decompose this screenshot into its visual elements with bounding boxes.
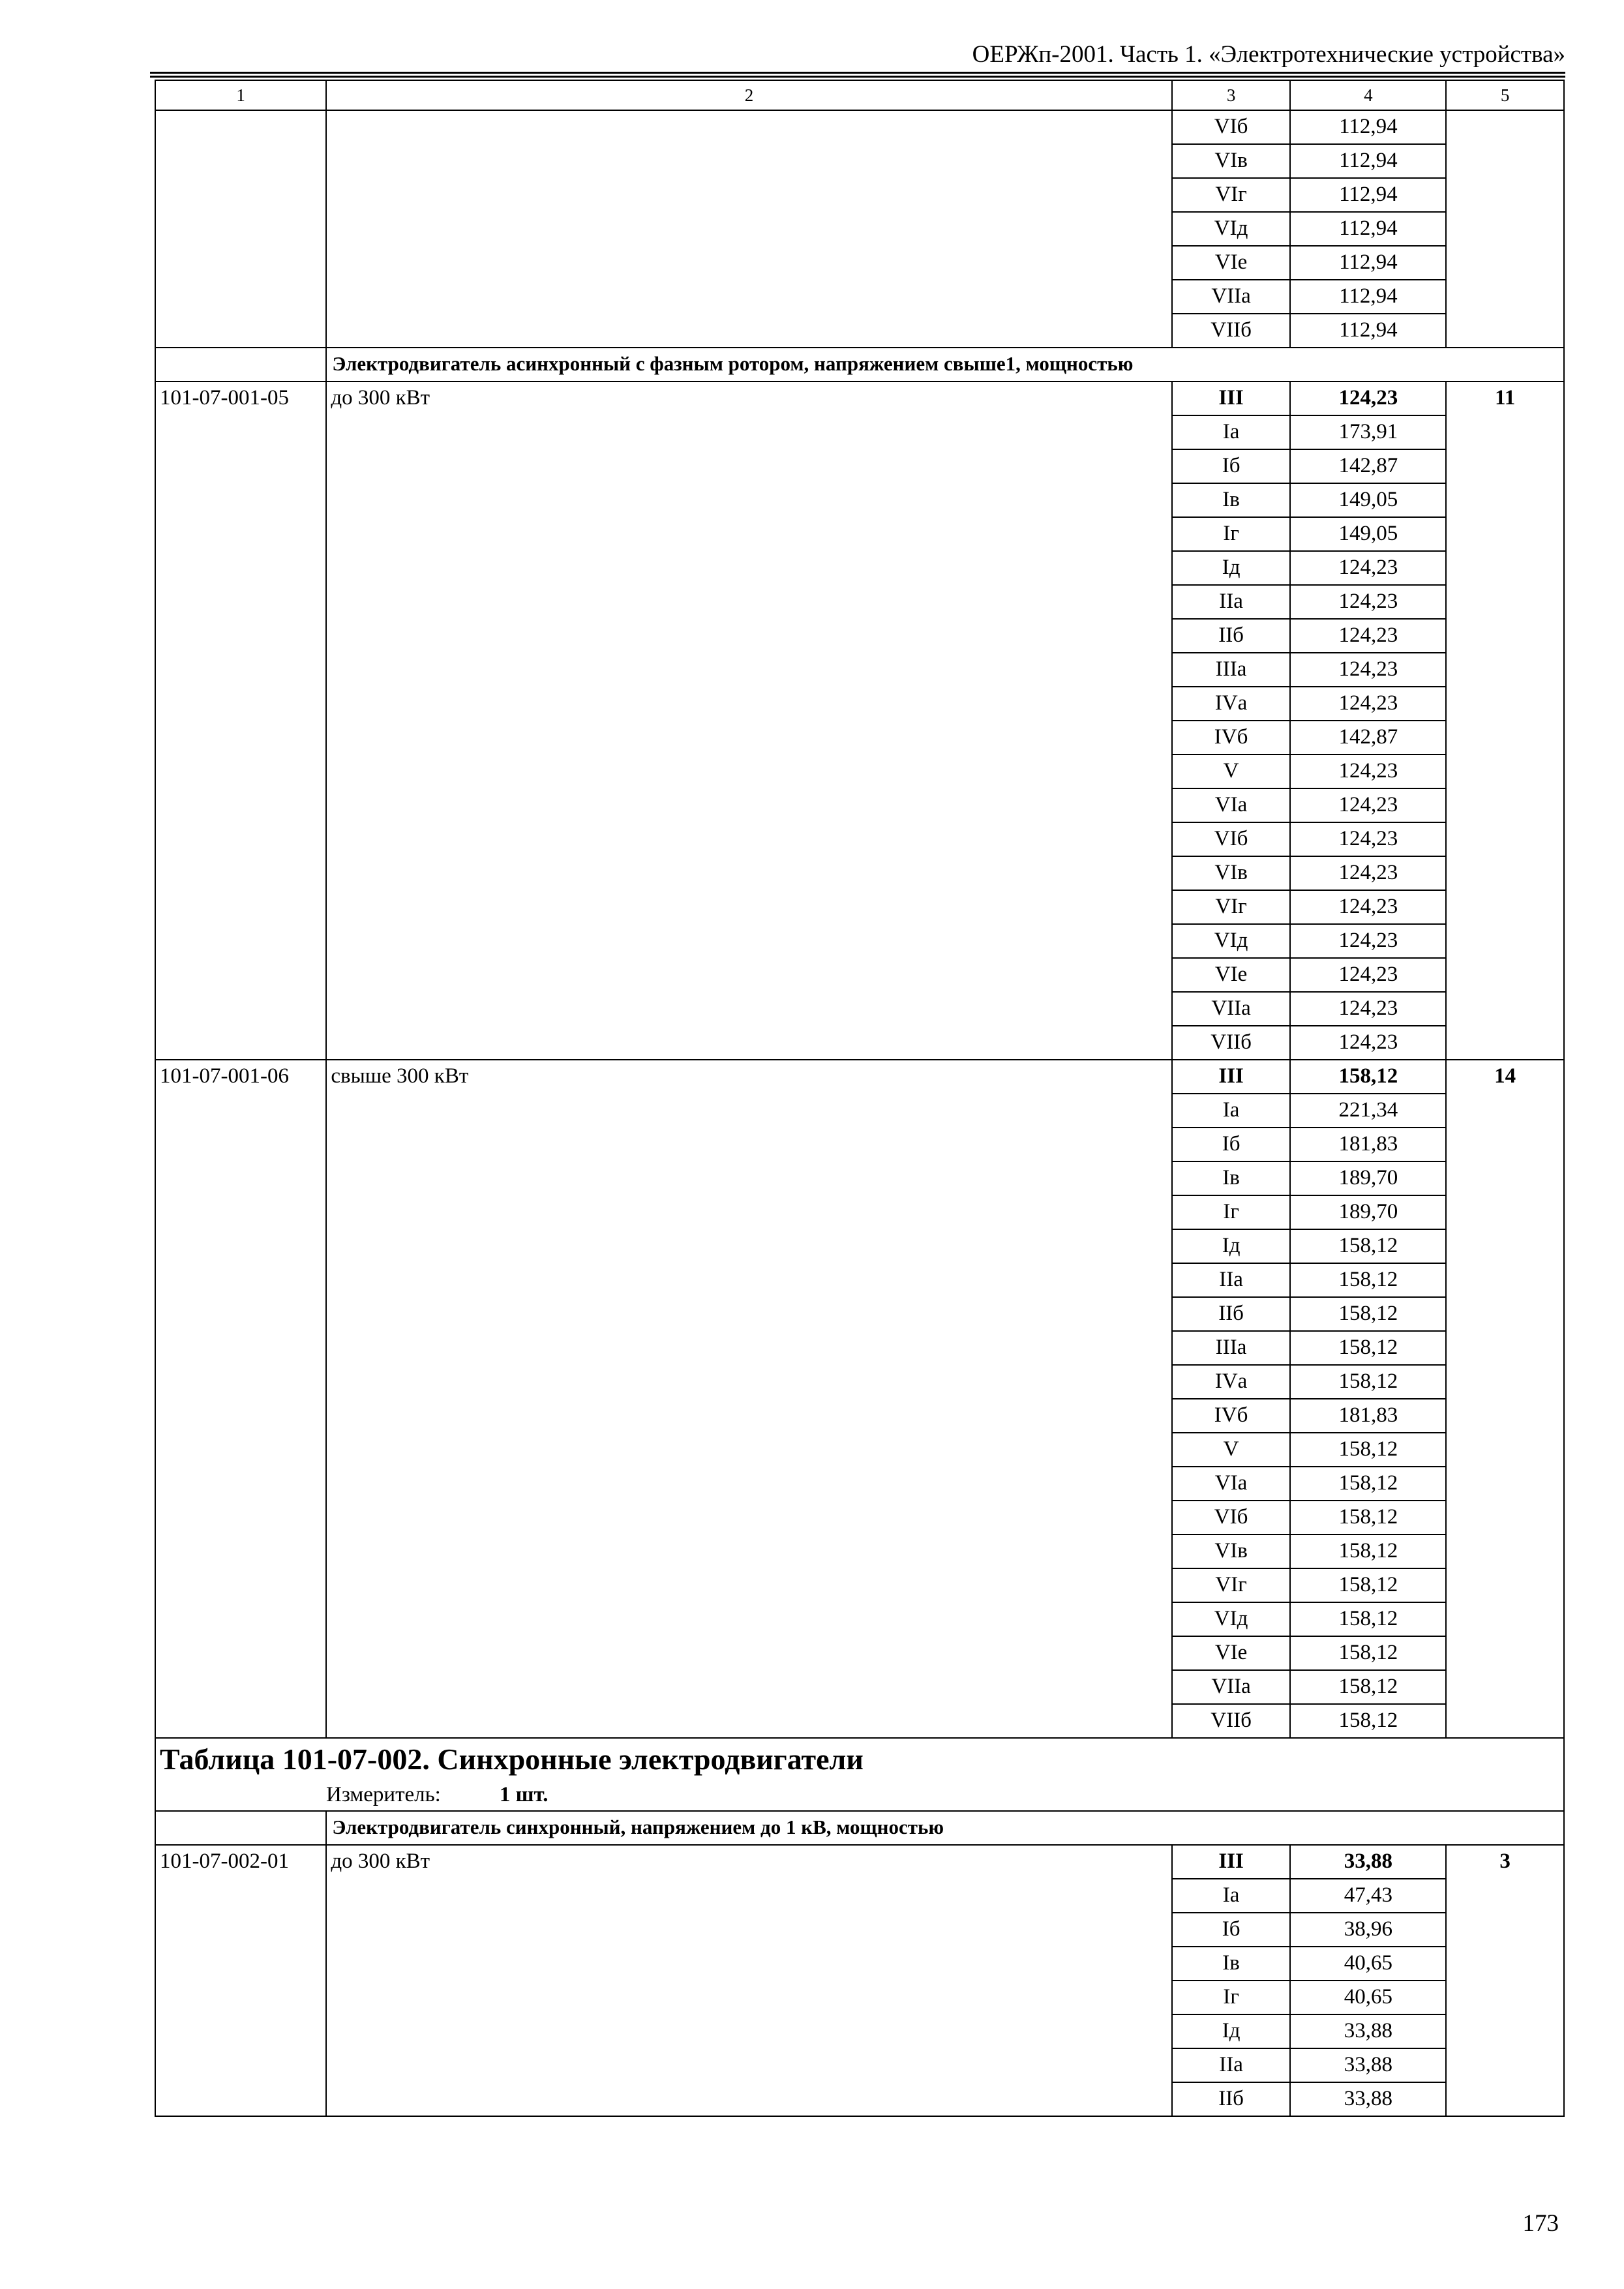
category-cell: IIа <box>1172 2048 1291 2082</box>
category-cell: IVб <box>1172 721 1291 755</box>
category-cell: VIIб <box>1172 314 1291 348</box>
category-cell: III <box>1172 1060 1291 1094</box>
category-cell: Iб <box>1172 1913 1291 1947</box>
value-cell: 158,12 <box>1290 1501 1446 1534</box>
category-cell: VIа <box>1172 1467 1291 1501</box>
group-heading-row <box>155 1811 1564 1845</box>
value-cell: 124,23 <box>1290 958 1446 992</box>
category-cell: Iв <box>1172 483 1291 517</box>
value-cell: 181,83 <box>1290 1399 1446 1433</box>
value-cell: 158,12 <box>1290 1568 1446 1602</box>
value-cell: 112,94 <box>1290 246 1446 280</box>
column-number: 1 <box>155 80 326 110</box>
value-cell: 142,87 <box>1290 721 1446 755</box>
category-cell: V <box>1172 755 1291 788</box>
value-cell: 124,23 <box>1290 788 1446 822</box>
item-code-cell: 101-07-002-01 <box>155 1845 326 2116</box>
group-heading: Электродвигатель синхронный, напряжением до 1 кВ, мощностью <box>326 1811 1564 1845</box>
category-cell: Iг <box>1172 1981 1291 2014</box>
category-cell: IVа <box>1172 687 1291 721</box>
item-description-cell: до 300 кВт <box>326 382 1171 1060</box>
category-cell: III <box>1172 1845 1291 1879</box>
category-cell: IIб <box>1172 1297 1291 1331</box>
group-heading: Электродвигатель асинхронный с фазным ротором, напряжением свыше1, мощностью <box>326 348 1564 382</box>
category-cell: Iб <box>1172 1128 1291 1161</box>
value-cell: 112,94 <box>1290 144 1446 178</box>
category-cell: V <box>1172 1433 1291 1467</box>
value-cell: 124,23 <box>1290 585 1446 619</box>
value-cell: 124,23 <box>1290 992 1446 1026</box>
category-cell: VIд <box>1172 212 1291 246</box>
category-cell: IVа <box>1172 1365 1291 1399</box>
category-cell: Iа <box>1172 1094 1291 1128</box>
category-cell: VIIб <box>1172 1704 1291 1738</box>
value-cell: 158,12 <box>1290 1636 1446 1670</box>
value-cell: 124,23 <box>1290 687 1446 721</box>
column-number: 3 <box>1172 80 1291 110</box>
value-cell: 38,96 <box>1290 1913 1446 1947</box>
column-number-row <box>155 80 1564 110</box>
category-cell: Iд <box>1172 551 1291 585</box>
value-cell: 158,12 <box>1290 1297 1446 1331</box>
category-cell: IIа <box>1172 585 1291 619</box>
category-cell: IVб <box>1172 1399 1291 1433</box>
value-cell: 124,23 <box>1290 856 1446 890</box>
value-cell: 33,88 <box>1290 2014 1446 2048</box>
table-row <box>155 110 1564 144</box>
value-cell: 173,91 <box>1290 415 1446 449</box>
value-cell: 158,12 <box>1290 1060 1446 1094</box>
value-cell: 124,23 <box>1290 1026 1446 1060</box>
value-cell: 124,23 <box>1290 924 1446 958</box>
value-cell: 158,12 <box>1290 1229 1446 1263</box>
category-cell: Iд <box>1172 2014 1291 2048</box>
workers-cell <box>1446 110 1564 348</box>
value-cell: 158,12 <box>1290 1467 1446 1501</box>
category-cell: VIб <box>1172 822 1291 856</box>
category-cell: VIв <box>1172 856 1291 890</box>
table-heading-row <box>155 1738 1564 1811</box>
category-cell: VIIа <box>1172 1670 1291 1704</box>
category-cell: VIг <box>1172 178 1291 212</box>
value-cell: 158,12 <box>1290 1670 1446 1704</box>
category-cell: VIIа <box>1172 992 1291 1026</box>
category-cell: Iг <box>1172 517 1291 551</box>
value-cell: 124,23 <box>1290 755 1446 788</box>
category-cell: VIб <box>1172 1501 1291 1534</box>
value-cell: 47,43 <box>1290 1879 1446 1913</box>
table-heading <box>155 1738 1564 1811</box>
value-cell: 158,12 <box>1290 1365 1446 1399</box>
workers-cell: 3 <box>1446 1845 1564 2116</box>
category-cell: IIа <box>1172 1263 1291 1297</box>
item-description-cell: свыше 300 кВт <box>326 1060 1171 1738</box>
value-cell: 33,88 <box>1290 2048 1446 2082</box>
value-cell: 149,05 <box>1290 517 1446 551</box>
table-row <box>155 1060 1564 1094</box>
category-cell: VIIа <box>1172 280 1291 314</box>
group-heading-blank <box>155 348 326 382</box>
item-code-cell: 101-07-001-06 <box>155 1060 326 1738</box>
category-cell: III <box>1172 382 1291 415</box>
value-cell: 124,23 <box>1290 382 1446 415</box>
value-cell: 124,23 <box>1290 619 1446 653</box>
value-cell: 40,65 <box>1290 1947 1446 1981</box>
category-cell: IIIа <box>1172 653 1291 687</box>
unit-label: Измеритель: <box>326 1783 441 1806</box>
column-number: 5 <box>1446 80 1564 110</box>
group-heading-blank <box>155 1811 326 1845</box>
value-cell: 149,05 <box>1290 483 1446 517</box>
table-row <box>155 382 1564 415</box>
value-cell: 112,94 <box>1290 110 1446 144</box>
value-cell: 124,23 <box>1290 822 1446 856</box>
value-cell: 124,23 <box>1290 890 1446 924</box>
value-cell: 33,88 <box>1290 1845 1446 1879</box>
item-description-cell <box>326 110 1171 348</box>
value-cell: 112,94 <box>1290 178 1446 212</box>
category-cell: IIб <box>1172 2082 1291 2116</box>
category-cell: VIIб <box>1172 1026 1291 1060</box>
category-cell: VIг <box>1172 890 1291 924</box>
item-code-cell <box>155 110 326 348</box>
unit-line <box>160 1780 1559 1809</box>
category-cell: VIг <box>1172 1568 1291 1602</box>
table-title: Таблица 101-07-002. Синхронные электродвигатели <box>160 1743 864 1776</box>
category-cell: VIе <box>1172 246 1291 280</box>
table-row <box>155 1845 1564 1879</box>
page-number: 173 <box>1522 2210 1559 2237</box>
category-cell: IIIа <box>1172 1331 1291 1365</box>
column-number: 4 <box>1290 80 1446 110</box>
value-cell: 124,23 <box>1290 551 1446 585</box>
category-cell: VIб <box>1172 110 1291 144</box>
column-number: 2 <box>326 80 1171 110</box>
category-cell: VIд <box>1172 924 1291 958</box>
value-cell: 112,94 <box>1290 314 1446 348</box>
header-rule-top <box>150 72 1565 74</box>
value-cell: 189,70 <box>1290 1195 1446 1229</box>
category-cell: VIе <box>1172 958 1291 992</box>
unit-value: 1 шт. <box>499 1783 549 1806</box>
value-cell: 158,12 <box>1290 1602 1446 1636</box>
value-cell: 112,94 <box>1290 280 1446 314</box>
category-cell: Iд <box>1172 1229 1291 1263</box>
group-heading-row <box>155 348 1564 382</box>
category-cell: Iб <box>1172 449 1291 483</box>
value-cell: 124,23 <box>1290 653 1446 687</box>
category-cell: Iг <box>1172 1195 1291 1229</box>
category-cell: Iв <box>1172 1947 1291 1981</box>
category-cell: VIд <box>1172 1602 1291 1636</box>
category-cell: Iв <box>1172 1161 1291 1195</box>
value-cell: 181,83 <box>1290 1128 1446 1161</box>
item-code-cell: 101-07-001-05 <box>155 382 326 1060</box>
category-cell: VIа <box>1172 788 1291 822</box>
value-cell: 221,34 <box>1290 1094 1446 1128</box>
value-cell: 158,12 <box>1290 1534 1446 1568</box>
value-cell: 142,87 <box>1290 449 1446 483</box>
category-cell: VIв <box>1172 144 1291 178</box>
category-cell: Iа <box>1172 1879 1291 1913</box>
category-cell: IIб <box>1172 619 1291 653</box>
rates-table <box>155 80 1565 2117</box>
category-cell: VIе <box>1172 1636 1291 1670</box>
value-cell: 112,94 <box>1290 212 1446 246</box>
category-cell: Iа <box>1172 415 1291 449</box>
value-cell: 33,88 <box>1290 2082 1446 2116</box>
page-header: ОЕРЖп-2001. Часть 1. «Электротехнические устройства» <box>972 41 1565 68</box>
header-rule-bottom <box>150 76 1565 78</box>
workers-cell: 14 <box>1446 1060 1564 1738</box>
value-cell: 189,70 <box>1290 1161 1446 1195</box>
value-cell: 40,65 <box>1290 1981 1446 2014</box>
value-cell: 158,12 <box>1290 1433 1446 1467</box>
item-description-cell: до 300 кВт <box>326 1845 1171 2116</box>
value-cell: 158,12 <box>1290 1331 1446 1365</box>
value-cell: 158,12 <box>1290 1263 1446 1297</box>
value-cell: 158,12 <box>1290 1704 1446 1738</box>
category-cell: VIв <box>1172 1534 1291 1568</box>
workers-cell: 11 <box>1446 382 1564 1060</box>
